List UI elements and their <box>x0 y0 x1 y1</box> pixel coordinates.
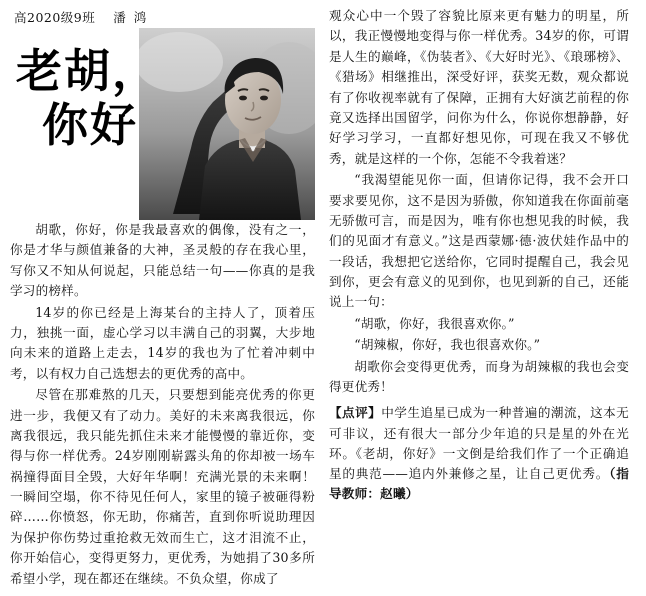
comment-tag: 【点评】 <box>329 405 382 421</box>
paragraph: 尽管在那难熬的几天，只要想到能亮优秀的你更进一步，我便又有了动力。美好的未来离我很远，你离我很远，我只能先抓住未来才能慢慢的靠近你，变得与你一样优秀。24岁刚刚崭露头角的你却被一场车祸撞得面目全毁，大好年华啊！充满光景的未来啊！一瞬间空塌，你不待见任何人，家里的镜子被砸得粉碎……你愤怒，你无助，你痛苦，直到你听说助理因为保护你伤势过重抢救无效而生亡，这才泪流不止，你开始信心，变得更努力，更优秀，为她捐了30多所希望小学，现在都还在继续。不负众望，你成了 <box>10 387 315 586</box>
comment-teacher: （指导教师：赵曦） <box>329 465 630 501</box>
paragraph: “胡辣椒，你好，我也很喜欢你。” <box>354 337 541 353</box>
byline <box>14 8 315 26</box>
portrait-image <box>139 28 315 220</box>
left-column <box>10 6 315 592</box>
right-body-text <box>329 6 629 397</box>
editor-comment-block <box>329 403 629 504</box>
two-column-layout <box>10 6 638 592</box>
paragraph: “胡歌，你好，我很喜欢你。” <box>354 315 515 331</box>
right-column <box>329 6 629 592</box>
paragraph: 胡歌你会变得更优秀，而身为胡辣椒的我也会变得更优秀！ <box>329 358 629 395</box>
hero-area <box>10 28 315 220</box>
comment-text: 中学生追星已成为一种普遍的潮流，这本无可非议，还有很大一部分少年追的只是星的外在光环。《老胡，你好》一文倒是给我们作了一个正确追星的典范——追内外兼修之星，让自己更优秀。 <box>329 405 629 481</box>
paragraph: 胡歌，你好，你是我最喜欢的偶像，没有之一，你是才华与颜值兼备的大神，圣灵般的存在我心里，写你又不知从何说起，只能总结一句——你真的是我学习的榜样。 <box>10 222 315 299</box>
paragraph: “我渴望能见你一面，但请你记得，我不会开口要求要见你，这不是因为骄傲，你知道我在你面前毫无骄傲可言，而是因为，唯有你也想见我的时候，我们的见面才有意义。”这是西蒙娜·德·波伏娃作品中的一段话，我想把它送给你，它同时提醒自己，我会见到你，更会有意义的见到你，也见到新的自己，还能说上一句： <box>329 172 629 310</box>
title-line-2: 你好 <box>42 98 138 153</box>
left-body-text <box>10 220 315 589</box>
class-label: 高2020级9班 <box>14 10 96 25</box>
author-name: 潘 鸿 <box>113 10 149 25</box>
paragraph: 观众心中一个毁了容貌比原来更有魅力的明星，所以，我正慢慢地变得与你一样优秀。34岁的你，可谓是人生的巅峰，《伪装者》、《大好时光》、《琅琊榜》、《猎场》相继推出，深受好评，获奖无数，观众都说有了你收视率就有了保障，正拥有大好演艺前程的你竟又选择出国留学，问你为什么，你说你想静静，好好学习学习，一直都好想见你，可现在我又不够优秀，就是这样的一个你，怎能不令我着迷？ <box>329 8 629 166</box>
title-line-1: 老胡， <box>16 44 160 98</box>
portrait-photo <box>139 28 315 220</box>
page-title <box>16 44 160 153</box>
paragraph: 14岁的你已经是上海某台的主持人了，顶着压力，独挑一面，虚心学习以丰满自己的羽翼，大步地向未来的道路上走去，14岁的我也为了忙着冲刺中考，以有权力自己选想去的更优秀的高中。 <box>10 304 315 381</box>
